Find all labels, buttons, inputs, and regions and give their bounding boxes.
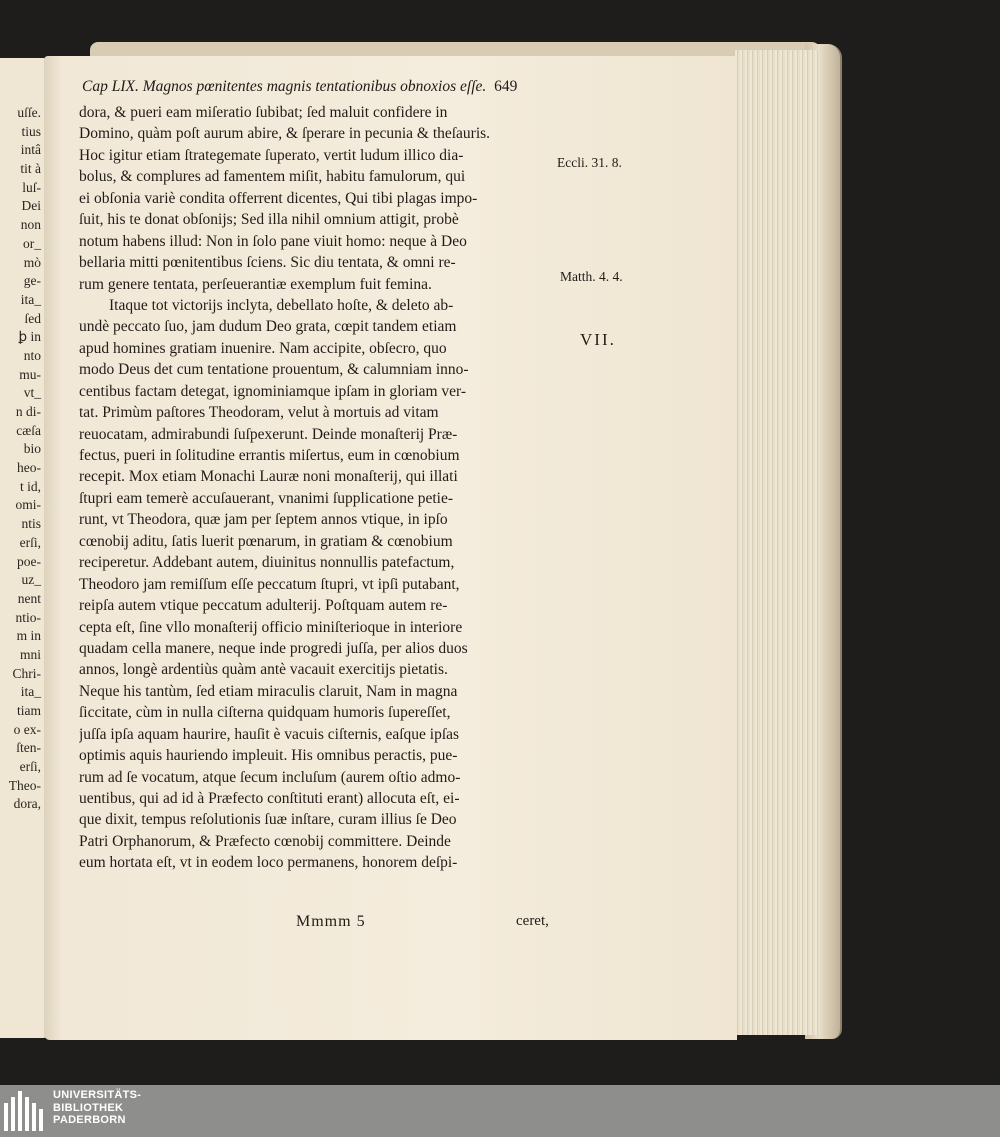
left-fragment-line: intâ [20,142,41,158]
signature-mark: Mmmm 5 [296,913,366,930]
text-line: tat. Primùm paſtores Theodoram, velut à mortuis ad vitam [79,404,439,422]
left-fragment-line: ge- [23,273,41,289]
text-line: recepit. Mox etiam Monachi Lauræ noni monaſterij, qui illati [79,468,458,486]
left-fragment-line: omi- [15,497,41,513]
body-text [79,102,555,874]
library-footer-bar [0,1085,1000,1137]
left-page-text-fragments [0,104,44,814]
text-line: juſſa ipſa aquam haurire, hauſit è vacuis ciſternis, eaſque ipſas [79,725,460,743]
text-line: Itaque tot victorijs inclyta, debellato hoſte, & deleto ab- [109,296,454,314]
text-line: que dixit, tempus reſolutionis ſuæ inſtare, curam illius ſe Deo [79,811,457,829]
section-number: VII. [580,330,616,349]
margin-note-matth: Matth. 4. 4. [560,269,623,284]
left-fragment-line: dora, [13,796,41,812]
text-line: ſiccitate, cùm in nulla ciſterna quidquam humoris ſupereſſet, [79,704,451,722]
running-head [82,78,562,96]
left-fragment-line: luſ- [22,179,41,195]
left-fragment-line: or_ [23,235,41,251]
text-line: Neque his tantùm, ſed etiam miraculis claruit, Nam in magna [79,682,458,700]
left-fragment-line: o ex- [13,721,41,737]
left-fragment-line: uz_ [21,572,41,588]
left-fragment-line: mu- [19,366,41,382]
left-fragment-line: ita_ [20,291,41,307]
page-block-edge [735,50,820,1035]
text-line: undè peccato ſuo, jam dudum Deo grata, cœpit tandem etiam [79,318,457,336]
text-line: ſtupri eam temerè accuſauerant, vnanimi ſupplicatione petie- [79,489,453,507]
text-line: Hoc igitur etiam ſtrategemate ſuperato, vertit ludum illico dia- [79,146,464,164]
left-fragment-line: erſi, [19,534,41,550]
left-fragment-line: non [20,217,41,233]
text-line: bolus, & complures ad famentem miſit, habitu famulorum, qui [79,168,466,186]
logo-line-1: UNIVERSITÄTS- [53,1089,142,1101]
library-logo-text [53,1089,141,1127]
text-line: Theodoro jam remiſſum eſſe peccatum ſtupri, vt ipſi putabant, [79,575,460,593]
text-line: optimis aquis hauriendo impleuit. His omnibus peractis, pue- [79,747,458,765]
left-fragment-line: ſed [24,310,41,326]
logo-line-3: PADERBORN [53,1114,126,1126]
margin-note-eccli: Eccli. 31. 8. [557,155,622,170]
left-fragment-line: n di- [15,404,41,419]
library-logo-icon [0,1091,48,1131]
left-fragment-line: ita_ [20,684,41,700]
left-fragment-line: nto [23,347,41,363]
text-line: bellaria mitti pœnitentibus ſciens. Sic diu tentata, & omni re- [79,254,456,272]
text-line: annos, longè ardentiùs quàm antè vacauit exercitijs pietatis. [79,661,448,679]
left-fragment-line: Theo- [8,777,41,793]
text-line: rum ad ſe vocatum, atque ſecum incluſum (aurem oſtio admo- [79,768,461,786]
text-line: Domino, quàm poſt aurum abire, & ſperare in pecunia & theſauris. [79,125,491,143]
left-fragment-line: vt_ [23,385,41,401]
text-line: ei obſonia variè condita offerrent dicentes, Qui tibi plagas impo- [79,189,478,207]
left-fragment-line: bio [23,441,41,457]
left-fragment-line: ꝧ in [18,329,41,345]
logo-line-2: BIBLIOTHEK [53,1101,124,1114]
left-fragment-line: mni [19,646,41,662]
left-page-edge [0,58,49,1038]
left-fragment-line: uſſe. [17,105,41,120]
text-line: runt, vt Theodora, quæ jam per ſeptem annos vtique, in ipſo [79,511,448,529]
text-line: dora, & pueri eam miſeratio ſubibat; ſed maluit confidere in [79,104,448,121]
left-fragment-line: tiam [17,703,41,718]
left-fragment-line: m in [16,628,41,644]
text-line: ſuit, his te donat obſonijs; Sed illa nihil omnium attigit, probè [79,211,459,229]
left-fragment-line: erſi, [19,759,41,775]
left-fragment-line: ntio- [15,609,41,625]
left-fragment-line: tius [21,123,41,139]
text-line: fectus, pueri in ſolitudine errantis miſertus, eum in cœnobium [79,447,460,464]
text-line: reipſa autem vtique peccatum adulterij. Poſtquam autem re- [79,597,448,615]
text-line: Patri Orphanorum, & Præfecto cœnobij committere. Deinde [79,832,451,850]
left-fragment-line: ſten- [16,740,41,756]
text-line: uentibus, qui ad id à Præfecto conſtituti erant) allocuta eſt, ei- [79,790,460,807]
left-fragment-line: mò [23,254,41,270]
left-fragment-line: Dei [21,198,41,214]
text-line: rum genere tentata, perſeuerantiæ exemplum fuit femina. [79,275,432,293]
page-number: 649 [494,78,518,95]
text-line: reuocatam, admirabundi ſuſpexerunt. Deinde monaſterij Præ- [79,425,458,443]
left-fragment-line: poe- [17,553,41,569]
text-line: modo Deus det cum tentatione prouentum, & calumniam inno- [79,361,469,379]
text-line: cœnobij aditu, ſatis luerit pœnarum, in gratiam & cœnobium [79,532,453,550]
text-line: cepta eſt, ſine vllo monaſterij officio miniſterioque in interiore [79,618,463,636]
catchword: ceret, [516,913,549,929]
left-fragment-line: heo- [17,460,41,476]
text-line: eum hortata eſt, vt in eodem loco permanens, honorem deſpi- [79,854,458,872]
left-fragment-line: nent [17,590,41,606]
text-line: reciperetur. Addebant autem, diuinitus nonnullis patefactum, [79,554,455,572]
left-fragment-line: ntis [21,516,41,532]
left-fragment-line: tit à [20,161,41,177]
text-line: quadam cella manere, neque inde progredi juſſa, per alios duos [79,639,468,657]
running-head-title: Cap LIX. Magnos pœnitentes magnis tentationibus obnoxios eſſe. [82,78,487,95]
left-fragment-line: Chri- [12,665,41,681]
text-line: apud homines gratiam inuenire. Nam accipite, obſecro, quo [79,339,447,357]
text-line: centibus factam detegat, ignominiamque ipſam in gloriam ver- [79,382,467,400]
left-fragment-line: t id, [19,478,41,494]
left-fragment-line: cæſa [16,422,41,438]
text-line: notum habens illud: Non in ſolo pane viuit homo: neque à Deo [79,232,467,250]
